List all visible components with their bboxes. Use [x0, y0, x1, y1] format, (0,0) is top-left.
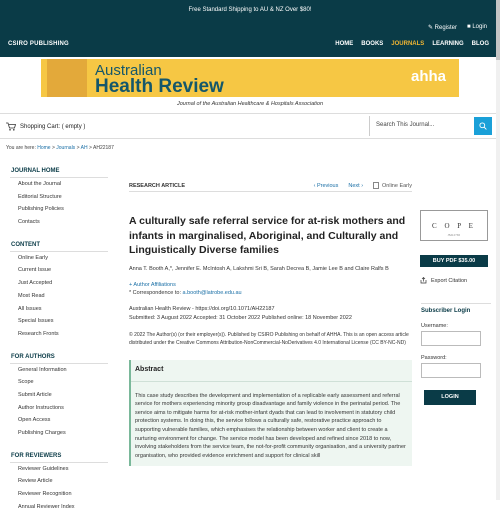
sidebar-section-content	[0, 239, 113, 341]
nav-journals[interactable]: JOURNALS	[391, 41, 425, 47]
sidebar-item-contacts[interactable]: Contacts	[18, 219, 40, 226]
previous-link[interactable]: ‹ Previous	[313, 182, 339, 189]
sidebar-item-publishing-charges[interactable]: Publishing Charges	[18, 430, 66, 436]
csiro-brand-link[interactable]: CSIRO PUBLISHING	[8, 41, 69, 47]
sidebar-heading-content[interactable]: CONTENT	[11, 241, 40, 248]
abstract-title: Abstract	[131, 366, 412, 382]
license-text: © 2022 The Author(s) (or their employer(s)). Published by CSIRO Publishing on behalf of AHHA. This is an open access article distributed under the Creative Commons Attribution-NonCommercial-NoDerivatives 4.0 International License (CC BY-NC-ND)	[129, 332, 409, 347]
password-input[interactable]	[421, 363, 481, 378]
sidebar-item-review-article[interactable]: Review Article	[18, 478, 53, 485]
sidebar-item-reviewer-recognition[interactable]: Reviewer Recognition	[18, 491, 72, 498]
sidebar-item-editorial[interactable]: Editorial Structure	[18, 193, 62, 200]
sidebar	[0, 165, 113, 523]
export-citation-link[interactable]: Export Citation	[420, 277, 488, 284]
sidebar-item-current-issue[interactable]: Current Issue	[18, 267, 52, 274]
search-button[interactable]	[474, 117, 492, 135]
shopping-cart-link[interactable]: Shopping Cart: ( empty )	[6, 122, 85, 131]
sidebar-item-special-issues[interactable]: Special Issues	[18, 318, 54, 325]
ahha-logo: ahha	[410, 68, 446, 85]
article-citation	[129, 305, 412, 323]
sidebar-heading-for-authors[interactable]: FOR AUTHORS	[11, 353, 55, 360]
subscriber-login	[421, 303, 491, 405]
sidebar-item-about[interactable]: About the Journal	[18, 181, 62, 187]
main-nav	[335, 41, 489, 47]
journal-banner[interactable]	[41, 59, 459, 97]
sidebar-heading-for-reviewers[interactable]: FOR REVIEWERS	[11, 452, 62, 459]
next-link[interactable]: Next ›	[348, 182, 364, 189]
nav-books[interactable]: BOOKS	[361, 41, 384, 47]
scrollbar[interactable]	[496, 0, 500, 500]
export-icon	[420, 277, 427, 284]
sidebar-item-research-fronts[interactable]: Research Fronts	[18, 330, 59, 337]
login-button[interactable]: LOGIN	[424, 390, 476, 405]
document-icon	[373, 182, 379, 189]
nav-learning[interactable]: LEARNING	[432, 41, 464, 47]
sidebar-item-submit-article[interactable]: Submit Article	[18, 391, 52, 398]
sidebar-item-online-early[interactable]: Online Early	[18, 254, 48, 261]
cope-member-id: JM12765	[447, 233, 461, 237]
sidebar-item-open-access[interactable]: Open Access	[18, 417, 51, 424]
scrollbar-thumb[interactable]	[496, 0, 500, 60]
correspondence-email-link[interactable]: a.booth@latrobe.edu.au	[182, 290, 242, 296]
article-type: RESEARCH ARTICLE	[129, 182, 186, 189]
site-header	[0, 0, 500, 57]
cart-search-bar	[0, 113, 500, 139]
sidebar-item-scope[interactable]: Scope	[18, 379, 34, 386]
chevron-right-icon: ›	[361, 182, 364, 189]
user-icon: ✎	[427, 25, 433, 31]
chevron-left-icon: ‹	[313, 182, 316, 189]
sidebar-item-general-information[interactable]: General Information	[18, 366, 67, 373]
article-doi[interactable]: Australian Health Review - https://doi.org/10.1071/AH22187	[129, 306, 275, 312]
sidebar-item-policies[interactable]: Publishing Policies	[18, 206, 64, 213]
password-label: Password:	[421, 355, 447, 361]
sidebar-item-annual-reviewer-index[interactable]: Annual Reviewer Index	[18, 503, 75, 510]
sidebar-item-just-accepted[interactable]: Just Accepted	[18, 280, 53, 287]
breadcrumb-home[interactable]: Home	[37, 145, 51, 151]
article-authors[interactable]: Anna T. Booth A,*, Jennifer E. McIntosh A, Lakshmi Sri B, Sarah Decrea B, Jamie Lee B and Claire Ralfs B	[129, 265, 389, 272]
abstract-text: This case study describes the development and implementation of a replicable early assessment and referral service for mothers experiencing minority group disadvantage and family violence in the perinatal period. The service aims to mitigate harms for at-risk mother-infant dyads that can lead to involvement in statutory child protection systems. In doing this, the service follows a culturally safe, restorative practice approach to supporting vulnerable families, which emphasises the relationship between worker and client to create a nurturing environment for change. The service model has been developed and refined since 2018 to now, involving stakeholders from the service team, the not-for-profit community organisation, and a university partner organisation, who provided evidence enrichment and support for clinical skill	[135, 392, 406, 459]
breadcrumb-current: AH22187	[93, 145, 114, 151]
article-header-bar	[129, 180, 412, 192]
shipping-banner: Free Standard Shipping to AU & NZ Over $80!	[188, 7, 312, 13]
article-title: A culturally safe referral service for at-risk mothers and infants in marginalised, Aboriginal, and Culturally and Linguistically Diverse families	[129, 215, 406, 256]
username-label: Username:	[421, 323, 448, 329]
breadcrumb-ah[interactable]: AH	[80, 145, 88, 151]
username-input[interactable]	[421, 331, 481, 346]
sidebar-section-journal-home	[0, 165, 113, 229]
abstract-panel	[129, 360, 412, 467]
nav-blog[interactable]: BLOG	[471, 41, 489, 47]
sidebar-item-all-issues[interactable]: All Issues	[18, 305, 42, 312]
lock-icon: ■	[467, 24, 471, 30]
breadcrumb-journals[interactable]: Journals	[56, 145, 76, 151]
cope-logo[interactable]: C O P E JM12765	[420, 210, 488, 241]
journal-search-input[interactable]: Search This Journal...	[369, 116, 475, 136]
sidebar-section-for-reviewers	[0, 450, 113, 514]
banner-title-line2: Health Review	[95, 76, 224, 97]
banner-title-line1: Australian	[95, 62, 162, 79]
article-nav	[314, 182, 412, 189]
nav-home[interactable]: HOME	[335, 41, 354, 47]
account-links	[428, 24, 487, 31]
login-title: Subscriber Login	[421, 308, 471, 314]
sidebar-item-most-read[interactable]: Most Read	[18, 292, 45, 299]
article-main	[129, 180, 412, 466]
breadcrumb: You are here: Home > Journals > AH > AH22187	[6, 145, 114, 151]
sidebar-section-for-authors	[0, 351, 113, 440]
journal-subtitle: Journal of the Australian Healthcare & Hospitals Association	[176, 101, 324, 107]
search-icon	[479, 122, 487, 130]
buy-pdf-button[interactable]: BUY PDF $35.00	[420, 255, 488, 267]
online-early-badge: Online Early	[373, 182, 412, 189]
sidebar-item-author-instructions[interactable]: Author Instructions	[18, 404, 64, 411]
cart-icon	[6, 122, 16, 131]
sidebar-heading-journal-home[interactable]: JOURNAL HOME	[11, 168, 60, 174]
correspondence: * Correspondence to: a.booth@latrobe.edu.au	[129, 290, 242, 296]
author-affiliations-toggle[interactable]: + Author Affiliations	[129, 282, 176, 288]
right-panel	[420, 210, 488, 284]
banner-figure-image	[47, 59, 87, 97]
sidebar-item-reviewer-guidelines[interactable]: Reviewer Guidelines	[18, 465, 69, 472]
register-link[interactable]: ✎ Register	[427, 25, 458, 31]
article-dates: Submitted: 3 August 2022 Accepted: 31 October 2022 Published online: 18 November 2022	[129, 315, 352, 321]
login-link[interactable]: ■ Login	[467, 24, 487, 30]
